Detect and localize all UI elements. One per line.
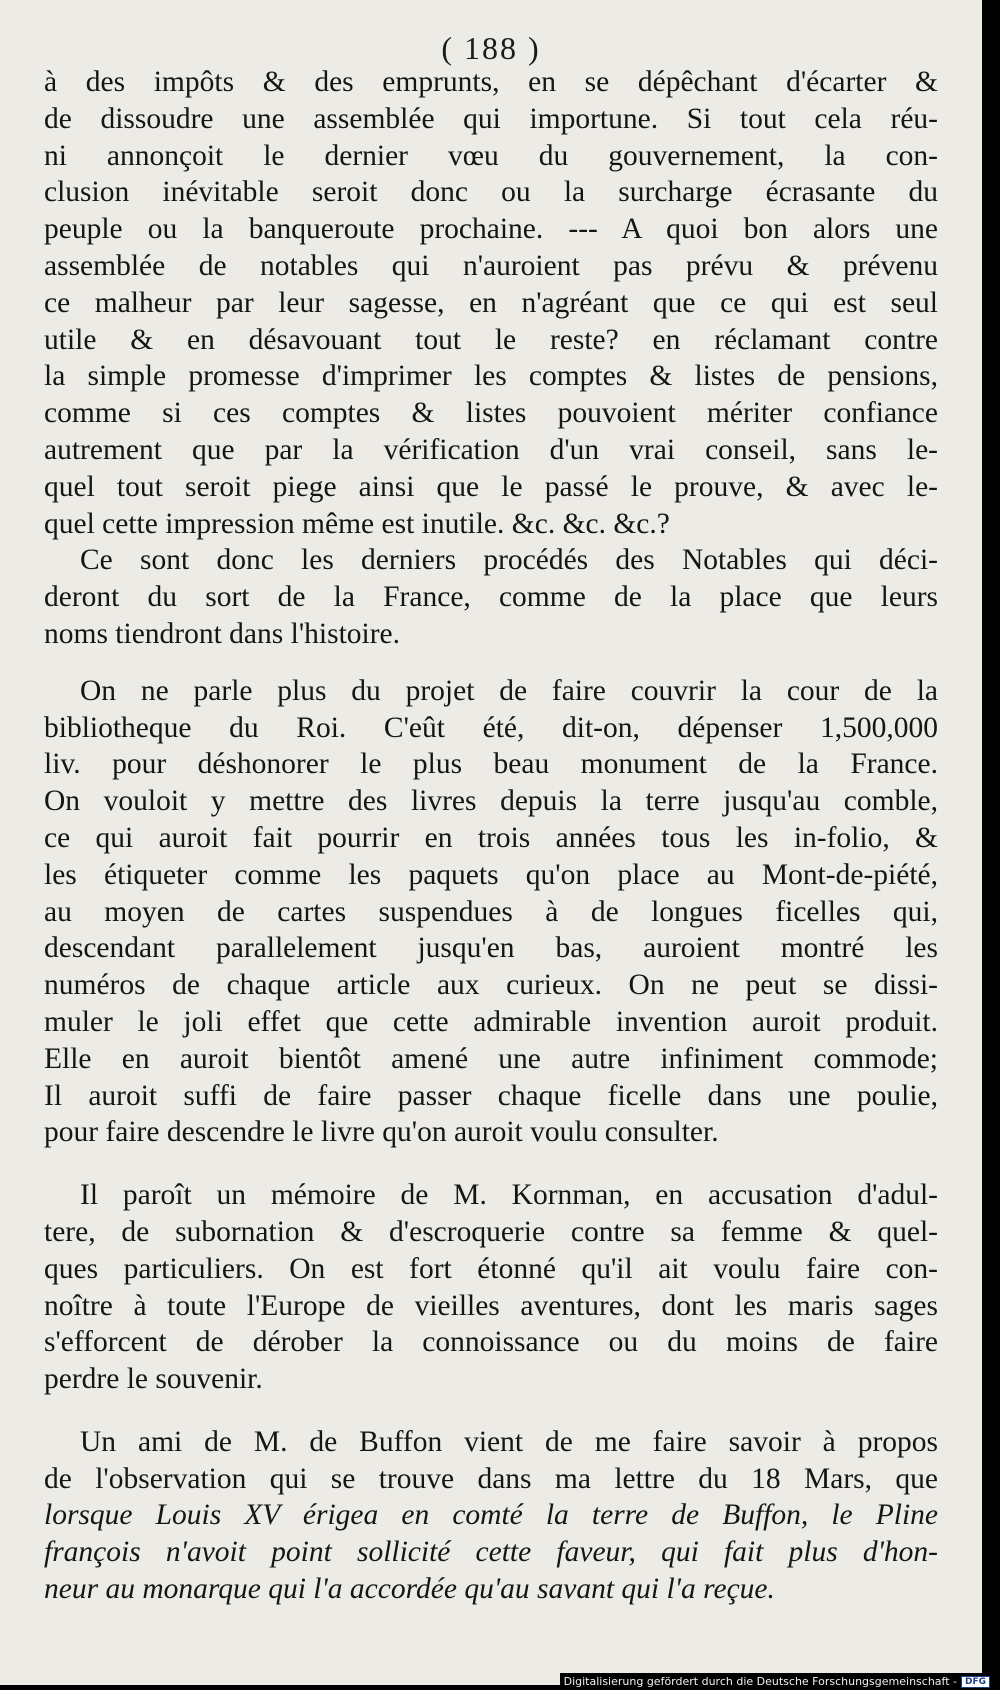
page-body	[44, 64, 938, 1608]
text-line: françois n'avoit point sollicité cette faveur, qui fait plus d'hon-	[44, 1536, 938, 1569]
text-line: ce qui auroit fait pourrir en trois années tous les in-folio, &	[44, 821, 938, 854]
text-line: assemblée de notables qui n'auroient pas prévu & prévenu	[44, 249, 938, 282]
text-line: muler le joli effet que cette admirable invention auroit produit.	[44, 1005, 938, 1038]
text-line: Il auroit suffi de faire passer chaque ficelle dans une poulie,	[44, 1079, 938, 1112]
paragraph-4	[44, 1177, 938, 1398]
text-line: autrement que par la vérification d'un vrai conseil, sans le-	[44, 433, 938, 466]
text-line: On vouloit y mettre des livres depuis la terre jusqu'au comble,	[44, 785, 938, 818]
paragraph-1	[44, 64, 938, 542]
text-line: s'efforcent de dérober la connoissance ou du moins de faire	[44, 1326, 938, 1359]
text-line: Elle en auroit bientôt amené une autre infiniment commode;	[44, 1042, 938, 1075]
text-line: Il paroît un mémoire de M. Kornman, en accusation d'adul-	[80, 1179, 938, 1212]
text-line: comme si ces comptes & listes pouvoient mériter confiance	[44, 397, 938, 430]
text-line: perdre le souvenir.	[44, 1363, 263, 1396]
text-line: noître à toute l'Europe de vieilles aventures, dont les maris sages	[44, 1289, 938, 1322]
text-line: ni annonçoit le dernier vœu du gouvernement, la con-	[44, 139, 938, 172]
text-line: lorsque Louis XV érigea en comté la terre de Buffon, le Pline	[44, 1499, 938, 1532]
text-line: Ce sont donc les derniers procédés des Notables qui déci-	[80, 544, 938, 577]
paragraph-5	[44, 1424, 938, 1608]
text-line: quel cette impression même est inutile. &c. &c. &c.?	[44, 507, 670, 540]
text-line: les étiqueter comme les paquets qu'on place au Mont-de-piété,	[44, 858, 938, 891]
text-line: ques particuliers. On est fort étonné qu'il ait voulu faire con-	[44, 1252, 938, 1285]
text-line: pour faire descendre le livre qu'on auroit voulu consulter.	[44, 1116, 719, 1149]
text-line: On ne parle plus du projet de faire couvrir la cour de la	[80, 674, 938, 707]
text-line: de dissoudre une assemblée qui importune. Si tout cela réu-	[44, 102, 938, 135]
text-line: liv. pour déshonorer le plus beau monument de la France.	[44, 748, 938, 781]
text-line: au moyen de cartes suspendues à de longues ficelles qui,	[44, 895, 938, 928]
text-line: noms tiendront dans l'histoire.	[44, 617, 401, 650]
text-line: Un ami de M. de Buffon vient de me faire savoir à propos	[80, 1425, 938, 1458]
text-line: descendant parallelement jusqu'en bas, auroient montré les	[44, 932, 938, 965]
dfg-logo-icon: DFG	[961, 1676, 990, 1688]
page-number: ( 188 )	[441, 30, 541, 66]
text-line: numéros de chaque article aux curieux. On ne peut se dissi-	[44, 969, 938, 1002]
text-line: neur au monarque qui l'a accordée qu'au savant qui l'a reçue.	[44, 1573, 775, 1606]
text-line: deront du sort de la France, comme de la place que leurs	[44, 581, 938, 614]
text-line: ce malheur par leur sagesse, en n'agréant que ce qui est seul	[44, 286, 938, 319]
text-line: tere, de subornation & d'escroquerie contre sa femme & quel-	[44, 1215, 938, 1248]
text-line: quel tout seroit piege ainsi que le passé le prouve, & avec le-	[44, 470, 938, 503]
text-line: peuple ou la banqueroute prochaine. --- A quoi bon alors une	[44, 213, 938, 246]
text-line: clusion inévitable seroit donc ou la surcharge écrasante du	[44, 176, 938, 209]
paragraph-3	[44, 673, 938, 1151]
text-line: la simple promesse d'imprimer les comptes & listes de pensions,	[44, 360, 938, 393]
text-line: à des impôts & des emprunts, en se dépêchant d'écarter &	[44, 66, 938, 98]
footer-credit: Digitalisierung gefördert durch die Deutsche Forschungsgemeinschaft -	[563, 1675, 957, 1688]
text-line: de l'observation qui se trouve dans ma lettre du 18 Mars, que	[44, 1462, 938, 1495]
paragraph-2	[44, 542, 938, 652]
text-line: utile & en désavouant tout le reste? en réclamant contre	[44, 323, 938, 356]
digitization-footer	[560, 1673, 994, 1690]
text-line: bibliotheque du Roi. C'eût été, dit-on, dépenser 1,500,000	[44, 711, 938, 744]
